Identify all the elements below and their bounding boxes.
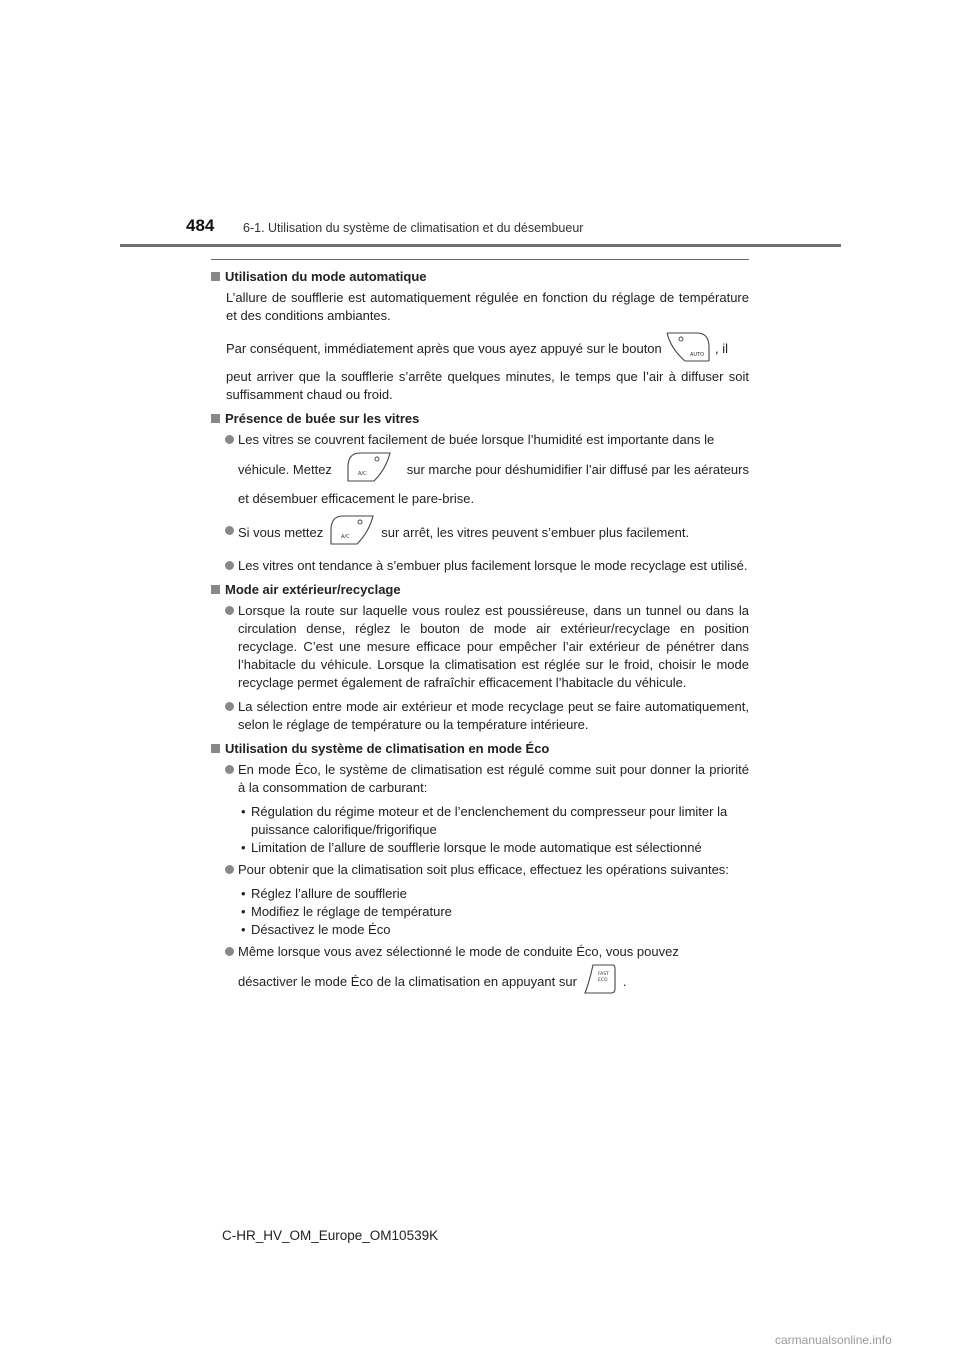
list-item: [211, 861, 749, 879]
list-item: [211, 514, 749, 551]
paragraph-auto-mode-2: [211, 331, 749, 404]
paragraph-text: Par conséquent, immédiatement après que vous ayez appuyé sur le bouton: [226, 340, 662, 356]
auto-button-icon: [665, 331, 711, 368]
header-rule: [120, 244, 841, 247]
bullet-text: véhicule. Mettez: [238, 461, 332, 477]
sub-bullet-marker: •: [241, 904, 246, 919]
square-bullet-icon: [211, 744, 220, 753]
sub-bullet-marker: •: [241, 922, 246, 937]
list-item: [211, 431, 749, 508]
bullet-text: En mode Éco, le système de climatisation est régulé comme suit pour donner la priorité à la consommation de carburant:: [238, 762, 749, 795]
sub-list-item: [211, 839, 749, 857]
bullet-text: Les vitres ont tendance à s’embuer plus facilement lorsque le mode recyclage est utilisé.: [238, 558, 748, 573]
ac-button-label: A/C: [358, 471, 367, 477]
bullet-text: désactiver le mode Éco de la climatisation en appuyant sur: [238, 973, 577, 989]
sub-item-text: Modifiez le réglage de température: [251, 904, 452, 919]
list-item: [211, 943, 749, 1000]
eco-sublist-1: [211, 803, 749, 857]
auto-button-label: AUTO: [690, 352, 705, 358]
list-item: [211, 698, 749, 734]
round-bullet-icon: [225, 435, 234, 444]
sub-bullet-marker: •: [241, 886, 246, 901]
heading-text: Utilisation du système de climatisation en mode Éco: [225, 741, 550, 756]
sub-list-item: [211, 803, 749, 839]
section-heading-auto-mode: [211, 268, 749, 286]
fast-eco-label-line2: ECO: [597, 978, 608, 983]
round-bullet-icon: [225, 526, 234, 535]
sub-bullet-marker: •: [241, 840, 246, 855]
bullet-text: Pour obtenir que la climatisation soit plus efficace, effectuez les opérations suivantes:: [238, 862, 729, 877]
round-bullet-icon: [225, 606, 234, 615]
bullet-text: et désembuer efficacement le pare-brise.: [238, 491, 475, 506]
bullet-text: La sélection entre mode air extérieur et mode recyclage peut se faire automatiquement, selon le réglage de température ou la température intérieure.: [238, 699, 749, 732]
page-content: [211, 268, 749, 1006]
list-item: [211, 557, 749, 575]
page-number: 484: [186, 216, 215, 235]
fast-eco-button-icon: [583, 963, 617, 1000]
heading-text: Utilisation du mode automatique: [225, 269, 427, 284]
square-bullet-icon: [211, 585, 220, 594]
bullet-text: Si vous mettez: [238, 524, 324, 540]
round-bullet-icon: [225, 765, 234, 774]
sub-list-item: [211, 921, 749, 939]
ac-button-icon: [346, 451, 392, 488]
ac-button-icon: [329, 514, 375, 551]
bullet-text: sur marche pour déshumidifier l’air diffusé par les aérateurs: [406, 461, 749, 477]
section-heading-recirculation: [211, 581, 749, 599]
paragraph-auto-mode-1: L’allure de soufflerie est automatiquement régulée en fonction du réglage de température et des conditions ambiantes.: [226, 290, 749, 323]
ac-button-label: A/C: [341, 534, 350, 540]
bullet-text: Les vitres se couvrent facilement de buée lorsque l’humidité est importante dans le: [238, 432, 715, 447]
sub-list-item: [211, 885, 749, 903]
content-rule: [211, 259, 749, 260]
paragraph-text: , il: [715, 340, 729, 356]
square-bullet-icon: [211, 272, 220, 281]
paragraph-text: peut arriver que la soufflerie s’arrête quelques minutes, le temps que l’air à diffuser soit suffisamment chaud ou froid.: [226, 369, 749, 402]
bullet-text: .: [622, 973, 627, 989]
bullet-text: Même lorsque vous avez sélectionné le mode de conduite Éco, vous pouvez: [238, 944, 679, 959]
sub-list-item: [211, 903, 749, 921]
fast-eco-label-line1: FAST: [597, 972, 609, 977]
section-heading-fog: [211, 410, 749, 428]
sub-item-text: Limitation de l’allure de soufflerie lorsque le mode automatique est sélectionné: [251, 840, 702, 855]
eco-sublist-2: [211, 885, 749, 939]
document-code: C-HR_HV_OM_Europe_OM10539K: [222, 1228, 439, 1243]
round-bullet-icon: [225, 947, 234, 956]
section-heading-eco: [211, 740, 749, 758]
round-bullet-icon: [225, 702, 234, 711]
sub-item-text: Désactivez le mode Éco: [251, 922, 391, 937]
running-title: 6-1. Utilisation du système de climatisation et du désembueur: [243, 221, 584, 235]
sub-bullet-marker: •: [241, 804, 246, 819]
round-bullet-icon: [225, 865, 234, 874]
heading-text: Présence de buée sur les vitres: [225, 411, 420, 426]
square-bullet-icon: [211, 414, 220, 423]
bullet-text: sur arrêt, les vitres peuvent s’embuer plus facilement.: [381, 524, 690, 540]
sub-item-text: Réglez l’allure de soufflerie: [251, 886, 407, 901]
sub-item-text: Régulation du régime moteur et de l’enclenchement du compresseur pour limiter la puissance calorifique/frigorifique: [251, 804, 728, 837]
list-item: [211, 761, 749, 797]
bullet-text: Lorsque la route sur laquelle vous roulez est poussiéreuse, dans un tunnel ou dans la circulation dense, réglez le bouton de mode air extérieur/recyclage en position recyclage. C’est une mesure efficace pour empêcher l’air extérieur de pénétrer dans l’habitacle du véhicule. Lorsque la climatisation est réglée sur le froid, choisir le mode recyclage permet également de rafraîchir efficacement l’habitacle du véhicule.: [238, 603, 749, 690]
list-item: [211, 602, 749, 692]
heading-text: Mode air extérieur/recyclage: [225, 582, 401, 597]
watermark: carmanualsonline.info: [775, 1333, 892, 1347]
round-bullet-icon: [225, 561, 234, 570]
